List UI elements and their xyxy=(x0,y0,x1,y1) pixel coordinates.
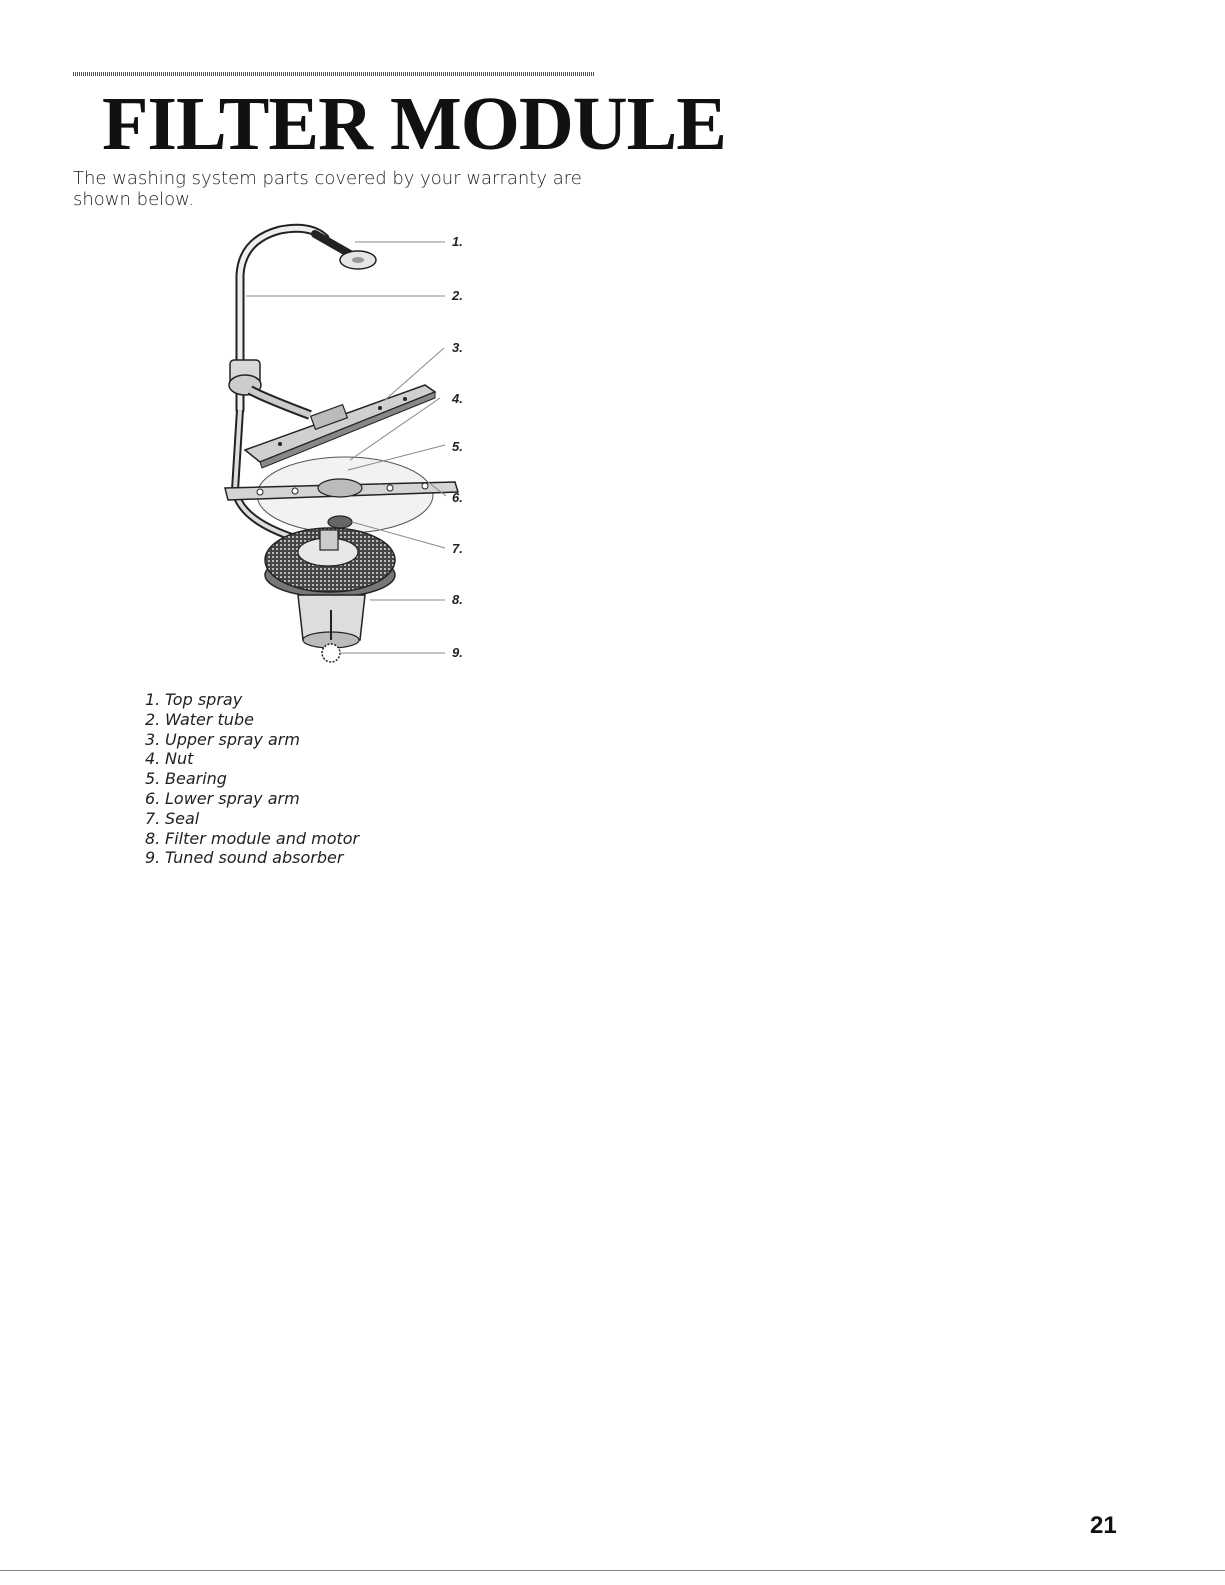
callout-7: 7. xyxy=(452,541,463,556)
top-spray xyxy=(315,234,376,269)
page-number: 21 xyxy=(1090,1512,1117,1539)
part-number: 9. xyxy=(145,848,161,868)
callout-1: 1. xyxy=(452,234,463,249)
part-number: 2. xyxy=(145,709,161,729)
bottom-rule xyxy=(0,1570,1225,1571)
intro-text: The washing system parts covered by your warranty are shown below. xyxy=(73,168,582,210)
part-label: Nut xyxy=(165,749,194,769)
callout-8: 8. xyxy=(452,592,463,607)
part-label: Filter module and motor xyxy=(165,828,360,848)
list-item xyxy=(145,809,359,829)
part-number: 1. xyxy=(145,690,161,709)
part-number: 6. xyxy=(145,788,161,808)
upper-spray-arm xyxy=(245,385,435,468)
list-item xyxy=(145,769,359,789)
list-item xyxy=(145,829,359,849)
part-label: Tuned sound absorber xyxy=(165,848,344,868)
part-label: Top spray xyxy=(165,690,243,709)
callout-5: 5. xyxy=(452,439,463,454)
callout-4: 4. xyxy=(452,391,463,406)
top-rule xyxy=(73,72,595,76)
part-label: Bearing xyxy=(165,769,227,789)
page-title: FILTER MODULE xyxy=(102,82,726,166)
list-item xyxy=(145,710,359,730)
list-item xyxy=(145,749,359,769)
part-number: 5. xyxy=(145,769,161,789)
motor xyxy=(298,595,365,648)
seal xyxy=(328,516,352,528)
callout-9: 9. xyxy=(452,645,463,660)
part-label: Lower spray arm xyxy=(165,788,300,808)
part-number: 4. xyxy=(145,749,161,769)
parts-list xyxy=(145,690,359,868)
part-number: 8. xyxy=(145,828,161,848)
callout-6: 6. xyxy=(452,490,463,505)
list-item xyxy=(145,690,359,710)
part-number: 3. xyxy=(145,729,161,749)
callout-2: 2. xyxy=(452,288,463,303)
callout-3: 3. xyxy=(452,340,463,355)
part-number: 7. xyxy=(145,808,161,828)
sound-absorber xyxy=(322,644,340,662)
filter-module-diagram xyxy=(200,220,490,680)
part-label: Seal xyxy=(165,808,200,828)
list-item xyxy=(145,730,359,750)
filter-module xyxy=(265,528,395,597)
list-item xyxy=(145,789,359,809)
list-item xyxy=(145,848,359,868)
part-label: Water tube xyxy=(165,709,254,729)
part-label: Upper spray arm xyxy=(165,729,300,749)
